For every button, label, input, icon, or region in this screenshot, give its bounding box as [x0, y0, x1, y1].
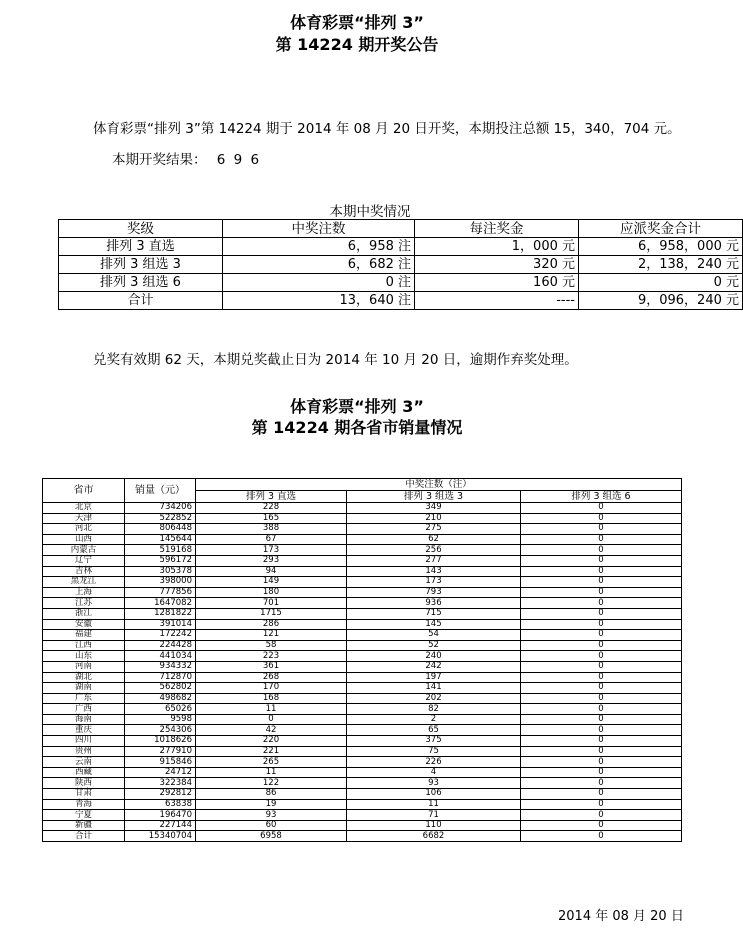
direct-count-cell: 221 [196, 746, 347, 757]
province-cell: 宁夏 [43, 810, 125, 821]
sales-cell: 224428 [125, 640, 196, 651]
group6-count-cell: 0 [521, 693, 682, 704]
group3-count-cell: 71 [347, 810, 521, 821]
sales-cell: 1281822 [125, 608, 196, 619]
direct-count-cell: 58 [196, 640, 347, 651]
province-cell: 浙江 [43, 608, 125, 619]
sales-table-row [43, 566, 682, 577]
sales-cell: 398000 [125, 577, 196, 588]
direct-count-cell: 149 [196, 577, 347, 588]
group3-count-cell: 145 [347, 619, 521, 630]
prize-table-caption: 本期中奖情况 [329, 204, 411, 220]
group6-count-cell: 0 [521, 587, 682, 598]
group6-count-cell: 0 [521, 524, 682, 535]
group6-count-cell: 0 [521, 672, 682, 683]
group6-count-cell: 0 [521, 704, 682, 715]
sales-cell: 498682 [125, 693, 196, 704]
prize-total-cell: 6，958，000 元 [579, 238, 743, 256]
province-cell: 安徽 [43, 619, 125, 630]
result-numbers: 6 9 6 [216, 152, 262, 168]
direct-count-cell: 180 [196, 587, 347, 598]
group6-count-cell: 0 [521, 619, 682, 630]
direct-count-cell: 220 [196, 736, 347, 747]
group3-count-cell: 375 [347, 736, 521, 747]
province-cell: 江西 [43, 640, 125, 651]
sales-table-row [43, 799, 682, 810]
sales-table-row [43, 661, 682, 672]
group6-count-cell: 0 [521, 757, 682, 768]
sales-table-row [43, 619, 682, 630]
group3-count-cell: 226 [347, 757, 521, 768]
result-label: 本期开奖结果： [112, 152, 207, 168]
direct-count-cell: 6958 [196, 831, 347, 842]
sales-table-row [43, 545, 682, 556]
sales-cell: 65026 [125, 704, 196, 715]
group6-count-cell: 0 [521, 534, 682, 545]
sales-cell: 915846 [125, 757, 196, 768]
sales-cell: 63838 [125, 799, 196, 810]
sales-table-row [43, 746, 682, 757]
prize-level-cell: 排列 3 组选 6 [59, 274, 223, 292]
sales-cell: 196470 [125, 810, 196, 821]
intro-paragraph: 体育彩票“排列 3”第 14224 期于 2014 年 08 月 20 日开奖，本期投注总额 15，340，704 元。 [93, 121, 681, 137]
group3-count-cell: 197 [347, 672, 521, 683]
sales-cell: 391014 [125, 619, 196, 630]
prize-amount-cell: 320 元 [415, 256, 579, 274]
direct-count-cell: 361 [196, 661, 347, 672]
province-cell: 甘肃 [43, 789, 125, 800]
province-cell: 贵州 [43, 746, 125, 757]
sales-table-row [43, 693, 682, 704]
prize-level-cell: 排列 3 组选 3 [59, 256, 223, 274]
province-cell: 湖南 [43, 683, 125, 694]
sales-table-row [43, 725, 682, 736]
direct-count-cell: 11 [196, 767, 347, 778]
direct-count-cell: 11 [196, 704, 347, 715]
group6-count-cell: 0 [521, 778, 682, 789]
province-cell: 重庆 [43, 725, 125, 736]
sales-table-row [43, 810, 682, 821]
sales-table-row [43, 714, 682, 725]
group6-count-cell: 0 [521, 577, 682, 588]
group6-count-cell: 0 [521, 555, 682, 566]
sales-cell: 777856 [125, 587, 196, 598]
province-cell: 陕西 [43, 778, 125, 789]
group6-count-cell: 0 [521, 566, 682, 577]
sales-cell: 145644 [125, 534, 196, 545]
sales-table-row [43, 820, 682, 831]
sales-subheader-group6: 排列 3 组选 6 [521, 491, 682, 503]
direct-count-cell: 223 [196, 651, 347, 662]
sales-cell: 322384 [125, 778, 196, 789]
group6-count-cell: 0 [521, 513, 682, 524]
province-cell: 河北 [43, 524, 125, 535]
sales-cell: 522852 [125, 513, 196, 524]
group3-count-cell: 936 [347, 598, 521, 609]
direct-count-cell: 94 [196, 566, 347, 577]
prize-table [58, 219, 743, 310]
group3-count-cell: 54 [347, 630, 521, 641]
group3-count-cell: 210 [347, 513, 521, 524]
province-cell: 黑龙江 [43, 577, 125, 588]
province-cell: 湖北 [43, 672, 125, 683]
sales-cell: 305378 [125, 566, 196, 577]
prize-table-header-row [59, 220, 743, 238]
direct-count-cell: 42 [196, 725, 347, 736]
sales-table-row [43, 555, 682, 566]
prize-header-count: 中奖注数 [223, 220, 415, 238]
group6-count-cell: 0 [521, 608, 682, 619]
sales-cell: 712870 [125, 672, 196, 683]
sales-cell: 15340704 [125, 831, 196, 842]
sales-table-row [43, 789, 682, 800]
sales-table-row [43, 757, 682, 768]
sales-cell: 934332 [125, 661, 196, 672]
prize-header-total: 应派奖金合计 [579, 220, 743, 238]
sales-subtitle: 第 14224 期各省市销量情况 [251, 418, 463, 437]
prize-table-row [59, 292, 743, 310]
direct-count-cell: 293 [196, 555, 347, 566]
sales-cell: 562802 [125, 683, 196, 694]
prize-level-cell: 合计 [59, 292, 223, 310]
group3-count-cell: 141 [347, 683, 521, 694]
group3-count-cell: 52 [347, 640, 521, 651]
group3-count-cell: 106 [347, 789, 521, 800]
direct-count-cell: 701 [196, 598, 347, 609]
sales-cell: 519168 [125, 545, 196, 556]
group3-count-cell: 173 [347, 577, 521, 588]
direct-count-cell: 1715 [196, 608, 347, 619]
sales-cell: 227144 [125, 820, 196, 831]
sales-table-row [43, 524, 682, 535]
group6-count-cell: 0 [521, 640, 682, 651]
validity-note: 兑奖有效期 62 天，本期兑奖截止日为 2014 年 10 月 20 日，逾期作弃奖处理。 [93, 352, 578, 368]
sales-table-row [43, 831, 682, 842]
province-cell: 内蒙古 [43, 545, 125, 556]
prize-count-cell: 0 注 [223, 274, 415, 292]
sales-cell: 172242 [125, 630, 196, 641]
sales-table-row [43, 672, 682, 683]
sales-table-row [43, 651, 682, 662]
group3-count-cell: 4 [347, 767, 521, 778]
group3-count-cell: 62 [347, 534, 521, 545]
prize-total-cell: 2，138，240 元 [579, 256, 743, 274]
footer-date: 2014 年 08 月 20 日 [558, 909, 684, 924]
province-cell: 山东 [43, 651, 125, 662]
sales-header-row [43, 479, 682, 491]
direct-count-cell: 165 [196, 513, 347, 524]
prize-count-cell: 13，640 注 [223, 292, 415, 310]
sales-table-row [43, 587, 682, 598]
sales-table-row [43, 577, 682, 588]
group6-count-cell: 0 [521, 810, 682, 821]
province-cell: 海南 [43, 714, 125, 725]
sales-table [42, 478, 682, 842]
group3-count-cell: 242 [347, 661, 521, 672]
group3-count-cell: 275 [347, 524, 521, 535]
province-cell: 北京 [43, 503, 125, 514]
province-cell: 上海 [43, 587, 125, 598]
group6-count-cell: 0 [521, 545, 682, 556]
group3-count-cell: 110 [347, 820, 521, 831]
prize-table-row [59, 238, 743, 256]
sales-table-row [43, 704, 682, 715]
direct-count-cell: 228 [196, 503, 347, 514]
prize-table-row [59, 274, 743, 292]
group6-count-cell: 0 [521, 725, 682, 736]
direct-count-cell: 168 [196, 693, 347, 704]
sales-table-row [43, 534, 682, 545]
sales-cell: 1018626 [125, 736, 196, 747]
group6-count-cell: 0 [521, 746, 682, 757]
group6-count-cell: 0 [521, 714, 682, 725]
announcement-subtitle: 第 14224 期开奖公告 [275, 35, 439, 54]
group6-count-cell: 0 [521, 630, 682, 641]
province-cell: 新疆 [43, 820, 125, 831]
sales-table-row [43, 778, 682, 789]
group3-count-cell: 143 [347, 566, 521, 577]
prize-header-amount: 每注奖金 [415, 220, 579, 238]
direct-count-cell: 170 [196, 683, 347, 694]
group3-count-cell: 93 [347, 778, 521, 789]
group3-count-cell: 240 [347, 651, 521, 662]
prize-total-cell: 9，096，240 元 [579, 292, 743, 310]
group3-count-cell: 75 [347, 746, 521, 757]
province-cell: 云南 [43, 757, 125, 768]
sales-table-row [43, 513, 682, 524]
sales-cell: 1647082 [125, 598, 196, 609]
sales-table-row [43, 598, 682, 609]
province-cell: 山西 [43, 534, 125, 545]
province-cell: 广东 [43, 693, 125, 704]
group6-count-cell: 0 [521, 831, 682, 842]
direct-count-cell: 122 [196, 778, 347, 789]
group3-count-cell: 2 [347, 714, 521, 725]
sales-header-winners: 中奖注数（注） [196, 479, 682, 491]
prize-count-cell: 6，682 注 [223, 256, 415, 274]
province-cell: 天津 [43, 513, 125, 524]
announcement-title: 体育彩票“排列 3” [290, 13, 424, 32]
province-cell: 吉林 [43, 566, 125, 577]
sales-table-row [43, 683, 682, 694]
sales-table-row [43, 767, 682, 778]
group3-count-cell: 256 [347, 545, 521, 556]
sales-cell: 292812 [125, 789, 196, 800]
sales-cell: 734206 [125, 503, 196, 514]
sales-title: 体育彩票“排列 3” [290, 397, 424, 416]
sales-table-row [43, 736, 682, 747]
group6-count-cell: 0 [521, 736, 682, 747]
province-cell: 四川 [43, 736, 125, 747]
province-cell: 合计 [43, 831, 125, 842]
group6-count-cell: 0 [521, 598, 682, 609]
prize-amount-cell: 160 元 [415, 274, 579, 292]
sales-header-amount: 销量（元） [125, 479, 196, 503]
direct-count-cell: 121 [196, 630, 347, 641]
sales-subheader-group3: 排列 3 组选 3 [347, 491, 521, 503]
prize-total-cell: 0 元 [579, 274, 743, 292]
sales-cell: 9598 [125, 714, 196, 725]
direct-count-cell: 173 [196, 545, 347, 556]
group3-count-cell: 349 [347, 503, 521, 514]
group3-count-cell: 715 [347, 608, 521, 619]
group6-count-cell: 0 [521, 683, 682, 694]
group6-count-cell: 0 [521, 789, 682, 800]
direct-count-cell: 286 [196, 619, 347, 630]
sales-cell: 254306 [125, 725, 196, 736]
group3-count-cell: 793 [347, 587, 521, 598]
group6-count-cell: 0 [521, 820, 682, 831]
prize-level-cell: 排列 3 直选 [59, 238, 223, 256]
direct-count-cell: 0 [196, 714, 347, 725]
prize-amount-cell: ---- [415, 292, 579, 310]
province-cell: 江苏 [43, 598, 125, 609]
group6-count-cell: 0 [521, 651, 682, 662]
group3-count-cell: 11 [347, 799, 521, 810]
group3-count-cell: 65 [347, 725, 521, 736]
group6-count-cell: 0 [521, 767, 682, 778]
province-cell: 青海 [43, 799, 125, 810]
direct-count-cell: 268 [196, 672, 347, 683]
result-line [112, 148, 261, 168]
province-cell: 广西 [43, 704, 125, 715]
direct-count-cell: 67 [196, 534, 347, 545]
group6-count-cell: 0 [521, 503, 682, 514]
group3-count-cell: 6682 [347, 831, 521, 842]
direct-count-cell: 60 [196, 820, 347, 831]
sales-cell: 441034 [125, 651, 196, 662]
prize-amount-cell: 1，000 元 [415, 238, 579, 256]
prize-table-row [59, 256, 743, 274]
sales-cell: 277910 [125, 746, 196, 757]
province-cell: 河南 [43, 661, 125, 672]
sales-cell: 806448 [125, 524, 196, 535]
sales-table-row [43, 630, 682, 641]
direct-count-cell: 388 [196, 524, 347, 535]
sales-subheader-direct: 排列 3 直选 [196, 491, 347, 503]
direct-count-cell: 86 [196, 789, 347, 800]
direct-count-cell: 19 [196, 799, 347, 810]
sales-cell: 24712 [125, 767, 196, 778]
sales-cell: 596172 [125, 555, 196, 566]
direct-count-cell: 93 [196, 810, 347, 821]
group3-count-cell: 82 [347, 704, 521, 715]
sales-table-row [43, 608, 682, 619]
sales-table-row [43, 503, 682, 514]
sales-header-province: 省市 [43, 479, 125, 503]
group6-count-cell: 0 [521, 799, 682, 810]
prize-header-level: 奖级 [59, 220, 223, 238]
sales-table-row [43, 640, 682, 651]
direct-count-cell: 265 [196, 757, 347, 768]
province-cell: 福建 [43, 630, 125, 641]
prize-count-cell: 6，958 注 [223, 238, 415, 256]
province-cell: 西藏 [43, 767, 125, 778]
group3-count-cell: 277 [347, 555, 521, 566]
province-cell: 辽宁 [43, 555, 125, 566]
group6-count-cell: 0 [521, 661, 682, 672]
group3-count-cell: 202 [347, 693, 521, 704]
